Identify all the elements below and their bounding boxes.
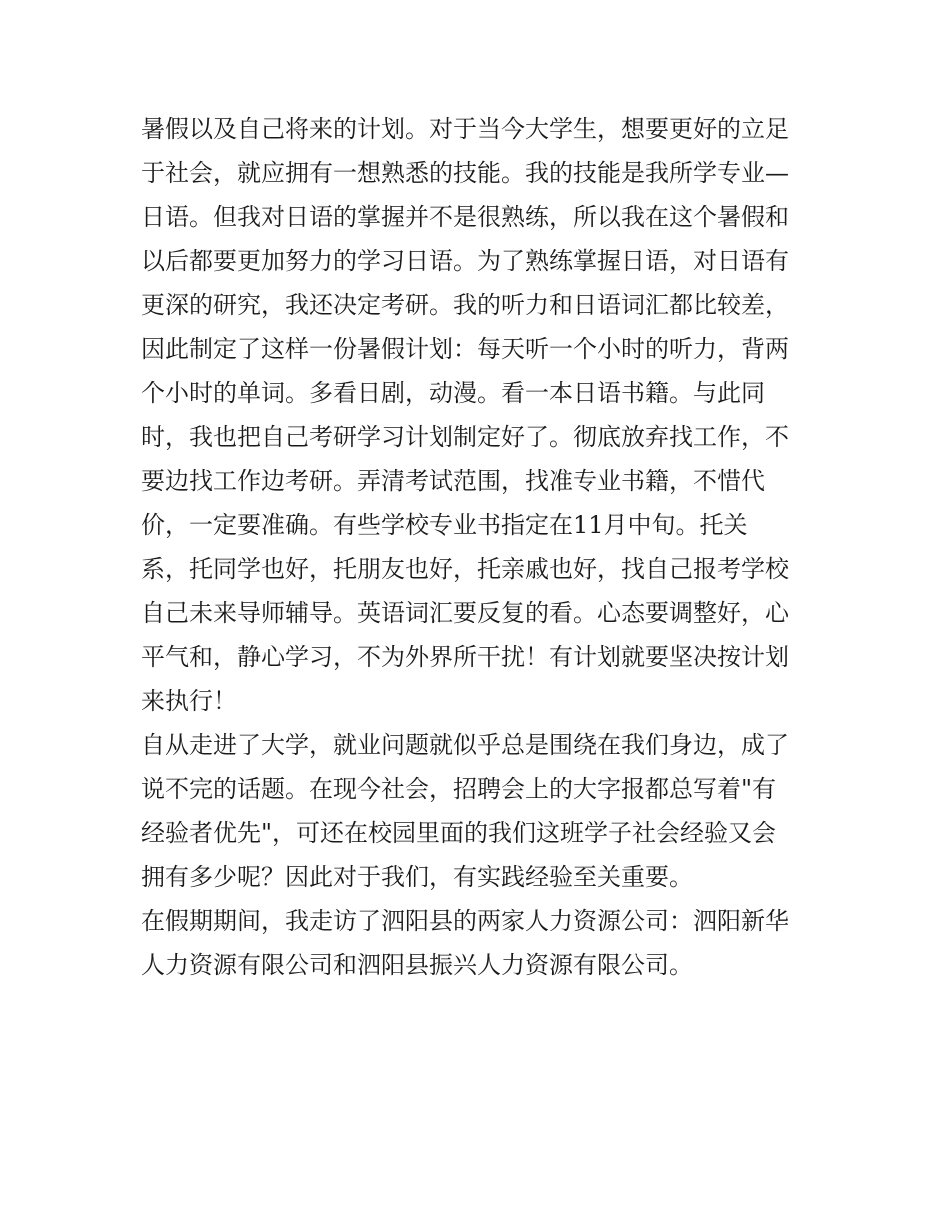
- text-line: 价，一定要准确。有些学校专业书指定在11月中旬。托关: [141, 511, 748, 539]
- text-line: 自从走进了大学，就业问题就似乎总是围绕在我们身边，成了: [141, 731, 789, 759]
- paragraph-summer-plan: [141, 107, 813, 723]
- text-line: 个小时的单词。多看日剧，动漫。看一本日语书籍。与此同: [141, 379, 765, 407]
- text-line: 说不完的话题。在现今社会，招聘会上的大字报都总写着"有: [141, 775, 777, 803]
- text-line: 平气和，静心学习，不为外界所干扰！有计划就要坚决按计划: [141, 643, 789, 671]
- text-line: 因此制定了这样一份暑假计划：每天听一个小时的听力，背两: [141, 335, 789, 363]
- paragraph-employment: [141, 723, 813, 899]
- text-line: 拥有多少呢？因此对于我们，有实践经验至关重要。: [141, 863, 693, 891]
- text-line: 经验者优先"，可还在校园里面的我们这班学子社会经验又会: [141, 819, 777, 847]
- text-line: 更深的研究，我还决定考研。我的听力和日语词汇都比较差，: [141, 291, 789, 319]
- text-line: 于社会，就应拥有一想熟悉的技能。我的技能是我所学专业—: [141, 159, 789, 187]
- text-line: 时，我也把自己考研学习计划制定好了。彻底放弃找工作，不: [141, 423, 789, 451]
- text-line: 暑假以及自己将来的计划。对于当今大学生，想要更好的立足: [141, 115, 789, 143]
- text-line: 自己未来导师辅导。英语词汇要反复的看。心态要调整好，心: [141, 599, 789, 627]
- text-line: 在假期期间，我走访了泗阳县的两家人力资源公司：泗阳新华: [141, 907, 789, 935]
- text-line: 要边找工作边考研。弄清考试范围，找准专业书籍，不惜代: [141, 467, 765, 495]
- document-body: [141, 107, 813, 987]
- text-line: 系，托同学也好，托朋友也好，托亲戚也好，找自己报考学校: [141, 555, 789, 583]
- text-line: 人力资源有限公司和泗阳县振兴人力资源有限公司。: [141, 951, 693, 979]
- text-line: 来执行！: [141, 687, 237, 715]
- text-line: 以后都要更加努力的学习日语。为了熟练掌握日语，对日语有: [141, 247, 789, 275]
- paragraph-hr-visit: [141, 899, 813, 987]
- text-line: 日语。但我对日语的掌握并不是很熟练，所以我在这个暑假和: [141, 203, 789, 231]
